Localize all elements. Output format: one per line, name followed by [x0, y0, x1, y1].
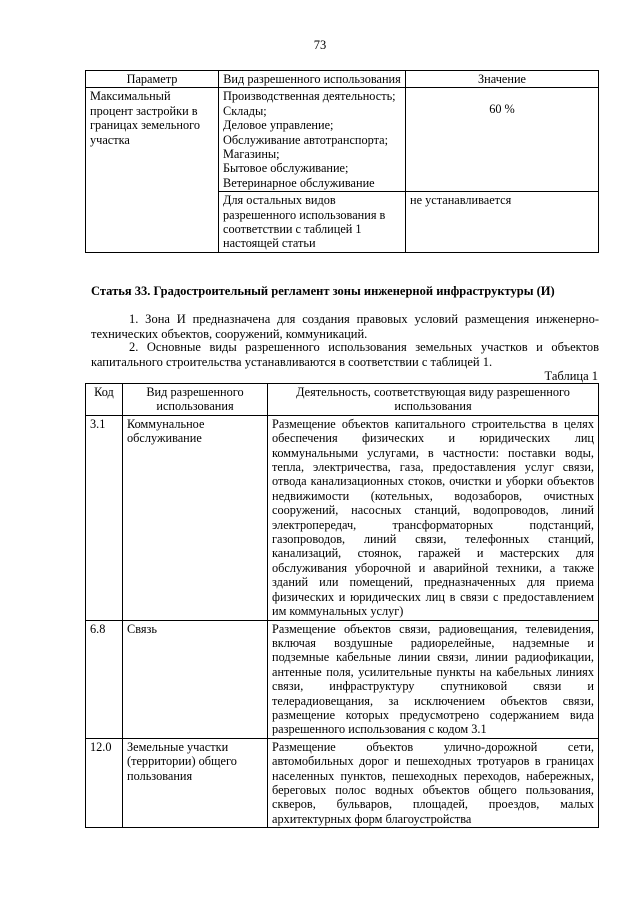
table-row [86, 415, 599, 620]
header-value: Значение [406, 71, 599, 88]
param-cell: Максимальный процент застройки в границах земельного участка [86, 88, 219, 252]
header-use-type: Вид разрешенного использования [219, 71, 406, 88]
use-cell: Для остальных видов разрешенного использования в соответствии с таблицей 1 настоящей статьи [219, 192, 406, 253]
paragraph: 2. Основные виды разрешенного использования земельных участков и объектов капитального строительства устанавливаются в соответствии с таблицей 1. [91, 340, 599, 369]
table-header-row [86, 384, 599, 416]
desc-cell: Размещение объектов капитального строительства в целях обеспечения физических и юридических лиц коммунальными услугами, в частности: поставки воды, тепла, электричества, газа, предоставления услуг связи, отвода канализационных стоков, очистки и уборки объектов недвижимости (котельных, водозаборов, очистных сооружений, насосных станций, водопроводов, линий электропередач, трансформаторных подстанций, газопроводов, линий связи, телефонных станций, канализаций, стоянок, гаражей и мастерских для обслуживания уборочной и аварийной техники, а также зданий или помещений, предназначенных для приема физических и юридических лиц в связи с предоставлением им коммунальных услуг) [268, 415, 599, 620]
value-cell: 60 % [406, 88, 599, 192]
table-row [86, 620, 599, 738]
table-row [86, 88, 599, 192]
header-use-type: Вид разрешенного использования [123, 384, 268, 416]
code-cell: 6.8 [86, 620, 123, 738]
use-list-cell [219, 88, 406, 192]
article-title: Статья 33. Градостроительный регламент зоны инженерной инфраструктуры (И) [91, 284, 555, 298]
use-line: Магазины; [223, 147, 280, 162]
page-number: 73 [313, 38, 327, 52]
paragraph: 1. Зона И предназначена для создания правовых условий размещения инженерно-технических объектов, сооружений, коммуникаций. [91, 312, 599, 341]
code-cell: 12.0 [86, 738, 123, 827]
table-header-row [86, 71, 599, 88]
name-cell: Коммунальное обслуживание [123, 415, 268, 620]
desc-cell: Размещение объектов связи, радиовещания, телевидения, включая воздушные радиорелейные, надземные и подземные кабельные линии связи, линии радиофикации, антенные поля, усилительные пункты на кабельных линиях связи, инфраструктуру спутниковой связи и телерадиовещания, за исключением объектов связи, размещение которых предусмотрено содержанием вида разрешенного использования с кодом 3.1 [268, 620, 599, 738]
table-label: Таблица 1 [544, 369, 598, 383]
use-line: Склады; [223, 103, 267, 118]
parameters-table [85, 70, 599, 253]
table-row [86, 738, 599, 827]
use-line: Бытовое обслуживание; [223, 161, 349, 176]
value-cell: не устанавливается [406, 192, 599, 253]
name-cell: Земельные участки (территории) общего пользования [123, 738, 268, 827]
use-line: Обслуживание автотранспорта; [223, 132, 389, 147]
use-line: Производственная деятельность; [223, 89, 396, 104]
header-parameter: Параметр [86, 71, 219, 88]
use-line: Деловое управление; [223, 118, 334, 133]
desc-cell: Размещение объектов улично-дорожной сети, автомобильных дорог и пешеходных тротуаров в границах населенных пунктов, пешеходных переходов, набережных, береговых полос водных объектов общего пользования, скверов, бульваров, площадей, проездов, малых архитектурных форм благоустройства [268, 738, 599, 827]
name-cell: Связь [123, 620, 268, 738]
code-cell: 3.1 [86, 415, 123, 620]
header-activity: Деятельность, соответствующая виду разрешенного использования [268, 384, 599, 416]
header-code: Код [86, 384, 123, 416]
use-types-table [85, 383, 599, 828]
use-line: Ветеринарное обслуживание [223, 175, 375, 190]
